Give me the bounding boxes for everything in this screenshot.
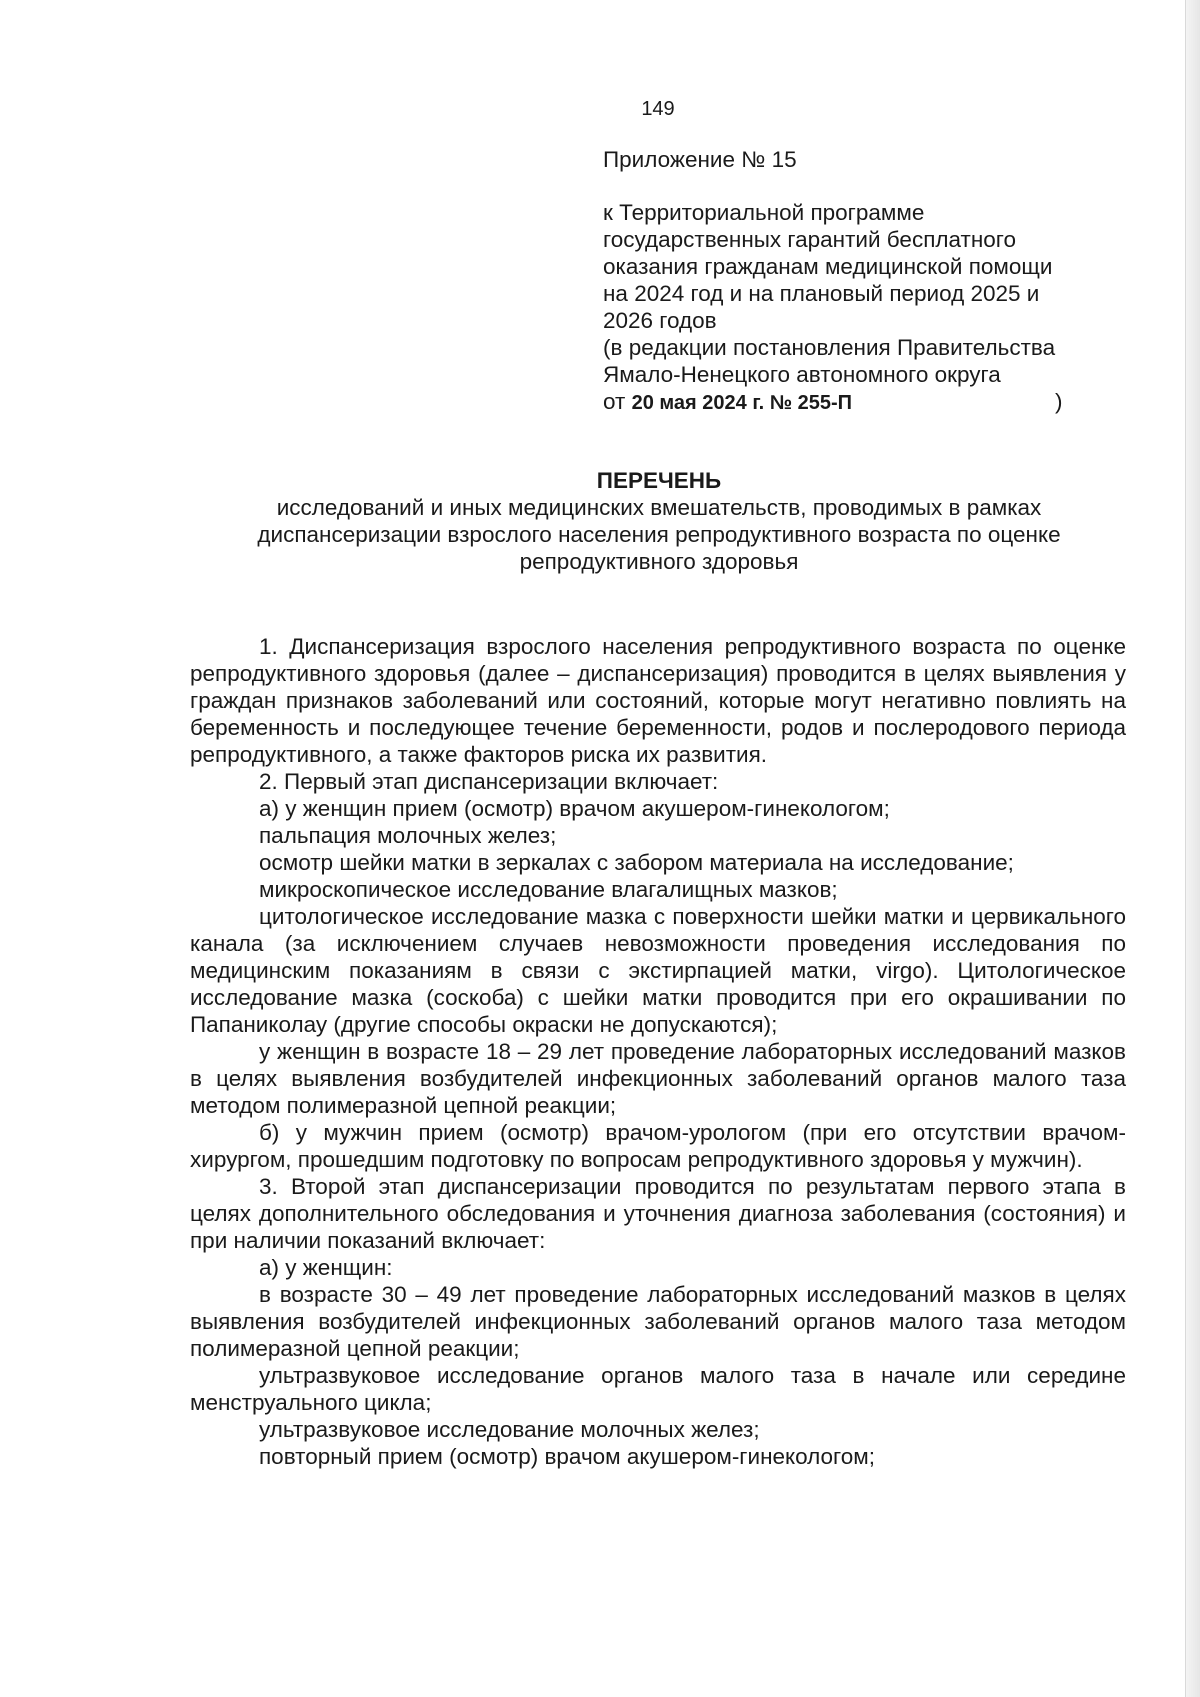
- annex-line: к Территориальной программе: [603, 200, 925, 225]
- paragraph: б) у мужчин прием (осмотр) врачом-урологом (при его отсутствии врачом-хирургом, прошедшим подготовку по вопросам репродуктивного здоровья у мужчин).: [190, 1120, 1126, 1172]
- heading-title: ПЕРЕЧЕНЬ: [596, 468, 722, 493]
- decree-close: ): [1055, 389, 1063, 414]
- paragraph: ультразвуковое исследование молочных желез;: [259, 1417, 760, 1442]
- annex-line: 2026 годов: [603, 308, 717, 333]
- document-body: [190, 633, 1126, 1470]
- paragraph: 2. Первый этап диспансеризации включает:: [259, 769, 719, 794]
- paragraph: микроскопическое исследование влагалищных мазков;: [259, 877, 838, 902]
- annex-line: (в редакции постановления Правительства: [603, 335, 1056, 360]
- page-number: 149: [641, 98, 675, 120]
- paragraph: у женщин в возрасте 18 – 29 лет проведение лабораторных исследований мазков в целях выявления возбудителей инфекционных заболеваний органов малого таза методом полимеразной цепной реакции;: [190, 1039, 1126, 1118]
- annex-line: оказания гражданам медицинской помощи: [603, 254, 1053, 279]
- paragraph: пальпация молочных желез;: [259, 823, 557, 848]
- paragraph: в возрасте 30 – 49 лет проведение лабораторных исследований мазков в целях выявления возбудителей инфекционных заболеваний органов малого таза методом полимеразной цепной реакции;: [190, 1282, 1126, 1361]
- paragraph: 1. Диспансеризация взрослого населения репродуктивного возраста по оценке репродуктивного здоровья (далее – диспансеризация) проводится в целях выявления у граждан признаков заболеваний или состояний, которые могут негативно повлиять на беременность и последующее течение беременности, родов и послеродового периода репродуктивного, а также факторов риска их развития.: [190, 634, 1126, 767]
- paragraph: осмотр шейки матки в зеркалах с забором материала на исследование;: [259, 850, 1014, 875]
- annex-line: государственных гарантий бесплатного: [603, 227, 1016, 252]
- decree-line: [603, 388, 1123, 417]
- paragraph: а) у женщин прием (осмотр) врачом акушером-гинекологом;: [259, 796, 890, 821]
- page-edge: [1185, 0, 1200, 1697]
- paragraph: ультразвуковое исследование органов малого таза в начале или середине менструального цикла;: [190, 1363, 1126, 1415]
- annex-line: на 2024 год и на плановый период 2025 и: [603, 281, 1040, 306]
- document-heading: [190, 467, 1128, 575]
- decree-prefix: от: [603, 389, 626, 414]
- paragraph: цитологическое исследование мазка с поверхности шейки матки и цервикального канала (за исключением случаев невозможности проведения исследования по медицинским показаниям в связи с экстирпацией матки, virgo). Цитологическое исследование мазка (соскоба) с шейки матки проводится при его окрашивании по Папаниколау (другие способы окраски не допускаются);: [190, 904, 1126, 1037]
- paragraph: а) у женщин:: [259, 1255, 393, 1280]
- heading-subtitle: исследований и иных медицинских вмешательств, проводимых в рамках диспансеризации взрослого населения репродуктивного возраста по оценке репродуктивного здоровья: [257, 495, 1061, 574]
- paragraph: 3. Второй этап диспансеризации проводится по результатам первого этапа в целях дополнительного обследования и уточнения диагноза заболевания (состояния) и при наличии показаний включает:: [190, 1174, 1126, 1253]
- paragraph: повторный прием (осмотр) врачом акушером-гинекологом;: [259, 1444, 875, 1469]
- annex-block: [603, 146, 1123, 417]
- decree-date: 20 мая 2024 г. № 255-П: [631, 392, 853, 414]
- annex-title: Приложение № 15: [603, 147, 797, 172]
- annex-line: Ямало-Ненецкого автономного округа: [603, 362, 1001, 387]
